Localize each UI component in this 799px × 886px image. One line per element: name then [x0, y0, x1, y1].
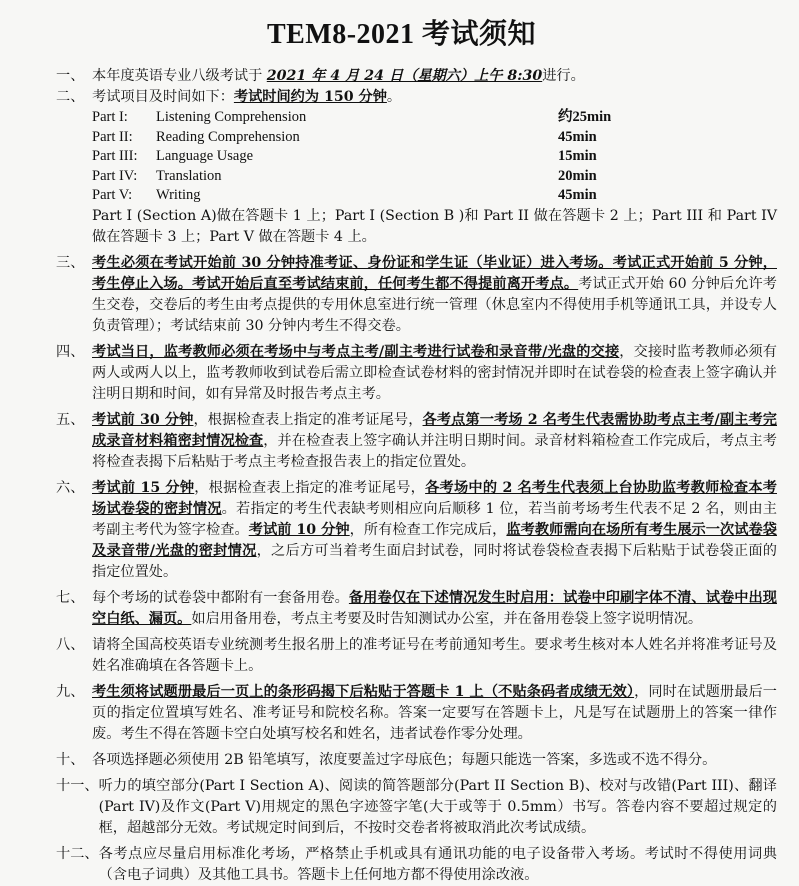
item-text [92, 87, 777, 108]
item-number: 六、 [56, 479, 85, 496]
exam-part-row [92, 147, 777, 167]
text-run: 每个考场的试卷袋中都附有一套备用卷。 [92, 589, 349, 606]
item-number: 十二、 [56, 845, 99, 862]
item-text [99, 776, 777, 839]
emphasis-text: 各考场中的 2 名考生代表须上台协助监考教师检查本考场试卷袋的密封情况 [92, 479, 777, 517]
item-text [92, 750, 777, 771]
notice-item [26, 87, 777, 108]
text-run: 各项选择题必须使用 2B 铅笔填写，浓度要盖过字母底色；每题只能选一答案，多选或不选不得分。 [92, 751, 717, 768]
item-text [92, 682, 777, 745]
emphasis-text: 2021 年 4 月 24 日（星期六）上午 8:30 [266, 68, 543, 84]
text-run: 听力的填空部分(Part I Section A)、阅读的简答题部分(Part II Section B)、校对与改错(Part III)、翻译(Part IV)及作文(Part V)用规定的黑色字迹签字笔(大于或等于 0.5mm）书写。答卷内容不要超过规定的框，超越部分无效。考试规定时间到后，不按时交卷者将被取消此次考试成绩。 [98, 777, 777, 836]
text-run: ，根据检查表上指定的准考证尾号， [194, 479, 426, 496]
part-time: 15min [558, 148, 597, 164]
text-run: 请将全国高校英语专业统测考生报名册上的准考证号在考前通知考生。要求考生核对本人姓名并将准考证号及姓名准确填在各答题卡上。 [92, 636, 777, 674]
item-number: 八、 [56, 636, 85, 653]
item-number: 十、 [56, 751, 85, 768]
exam-parts-block [26, 108, 777, 248]
part-label: Part II: [92, 128, 133, 145]
text-run: 本年度英语专业八级考试于 [92, 68, 267, 84]
text-run: ，交接时监考教师必须有两人或两人以上，监考教师收到试卷后需立即检查试卷材料的密封情况并即时在试卷袋的检查表上签字确认并注明日期和时间，如有异常及时报告考点主考。 [92, 343, 777, 402]
notice-item [26, 635, 777, 677]
part-label: Part IV: [92, 167, 138, 184]
part-label: Part I: [92, 109, 128, 125]
emphasis-text: 考生必须在考试开始前 30 分钟持准考证、身份证和学生证（毕业证）进入考场。 [92, 254, 613, 271]
item-number: 四、 [56, 343, 85, 360]
text-run: 。 [386, 89, 402, 105]
part-time: 45min [558, 187, 597, 203]
emphasis-text: 考试前 10 分钟 [248, 521, 350, 538]
item-text [99, 844, 777, 886]
text-run: ，同时在试题册最后一页的指定位置填写姓名、准考证号和院校名称。答案一定要写在答题卡上，凡是写在试题册上的答案一律作废。考生不得在答题卡空白处填写校名和姓名，违者试卷作零分处理。 [92, 683, 777, 742]
part-label: Part III: [92, 148, 138, 164]
item-text [92, 410, 777, 473]
emphasis-text: 考试前 30 分钟 [92, 411, 194, 428]
emphasis-text: 考试正式开始前 5 分钟，考生停止入场。考试开始后直至考试结束前，任何考生都不得提前离开考点。 [92, 254, 777, 292]
emphasis-text: 考试当日，监考教师必须在考场中与考点主考/副主考进行试卷和录音带/光盘的交接 [92, 343, 620, 360]
item-number: 九、 [56, 683, 85, 700]
answer-card-note: Part I (Section A)做在答题卡 1 上；Part I (Section B )和 Part II 做在答题卡 2 上；Part III 和 Part IV 做在答题卡 3 上；Part V 做在答题卡 4 上。 [92, 207, 777, 245]
text-run: ，根据检查表上指定的准考证尾号， [193, 411, 423, 428]
notice-item [26, 342, 777, 405]
item-text [92, 588, 777, 630]
item-number: 二、 [56, 89, 85, 105]
emphasis-text: 备用卷仅在下述情况发生时启用：试卷中印刷字体不清、试卷中出现空白纸、漏页。 [92, 589, 777, 627]
text-run: ，并在检查表上签字确认并注明日期时间。录音材料箱检查工作完成后，考点主考将检查表揭下后粘贴于考点主考检查报告表上的指定位置处。 [92, 432, 777, 470]
part-time: 45min [558, 128, 597, 145]
item-number: 五、 [56, 411, 85, 428]
page-title: TEM8-2021 考试须知 [266, 19, 537, 50]
emphasis-text: 考试前 15 分钟 [92, 479, 195, 496]
item-number: 七、 [56, 589, 85, 606]
part-name: Reading Comprehension [156, 128, 300, 145]
exam-part-row [92, 108, 777, 128]
notice-item [26, 844, 777, 886]
part-name: Listening Comprehension [156, 109, 307, 125]
emphasis-text: 考试时间约为 150 分钟 [233, 89, 387, 105]
part-time: 20min [558, 167, 597, 184]
item-text [92, 635, 777, 677]
text-run: 如启用备用卷，考点主考要及时告知测试办公室，并在备用卷袋上签字说明情况。 [191, 610, 703, 627]
notice-item [26, 478, 777, 583]
notice-list-top [26, 66, 777, 108]
part-name: Writing [156, 187, 201, 203]
text-run: ，所有检查工作完成后， [349, 521, 507, 538]
text-run: 各考点应尽量启用标准化考场，严格禁止手机或具有通讯功能的电子设备带入考场。考试时不得使用词典（含电子词典）及其他工具书。答题卡上任何地方都不得使用涂改液。 [98, 845, 777, 883]
item-text [92, 66, 777, 87]
part-time: 约25min [558, 109, 612, 125]
text-run: ，之后方可当着考生面启封试卷，同时将试卷袋检查表揭下后粘贴于试卷袋正面的指定位置处。 [92, 542, 777, 580]
item-text [92, 478, 777, 583]
emphasis-text: 各考点第一考场 2 名考生代表需协助考点主考/副主考完成录音材料箱密封情况检查 [92, 411, 777, 449]
notice-item [26, 588, 777, 630]
exam-part-row [92, 167, 777, 187]
item-number: 一、 [56, 68, 85, 84]
exam-part-row [92, 186, 777, 206]
emphasis-text: 监考教师需向在场所有考生展示一次试卷袋及录音带/光盘的密封情况 [92, 521, 777, 559]
text-run: 考试正式开始 60 分钟后允许考生交卷，交卷后的考生由考点提供的专用休息室进行统一管理（休息室内不得使用手机等通讯工具，并设专人负责管理）；考试结束前 30 分钟内考生不得交卷。 [92, 275, 777, 334]
exam-parts-table [92, 108, 777, 206]
notice-item [26, 66, 777, 87]
exam-part-row [92, 128, 777, 148]
notice-item [26, 682, 777, 745]
notice-item [26, 253, 777, 337]
notice-item [26, 776, 777, 839]
text-run: 考试项目及时间如下： [92, 89, 234, 105]
text-run: 进行。 [542, 68, 585, 84]
item-text [92, 253, 777, 337]
notice-item [26, 750, 777, 771]
part-name: Translation [156, 167, 222, 184]
notice-item [26, 410, 777, 473]
emphasis-text: 考生须将试题册最后一页上的条形码揭下后粘贴于答题卡 1 上（不贴条码者成绩无效） [92, 683, 635, 700]
text-run: 。若指定的考生代表缺考则相应向后顺移 1 位，若当前考场考生代表不足 2 名，则由主考副主考代为签字检查。 [92, 500, 777, 538]
item-text [92, 342, 777, 405]
item-number: 十一、 [56, 777, 99, 794]
part-label: Part V: [92, 187, 133, 203]
part-name: Language Usage [156, 148, 254, 164]
notice-list-bottom [26, 253, 777, 886]
item-number: 三、 [56, 254, 85, 271]
